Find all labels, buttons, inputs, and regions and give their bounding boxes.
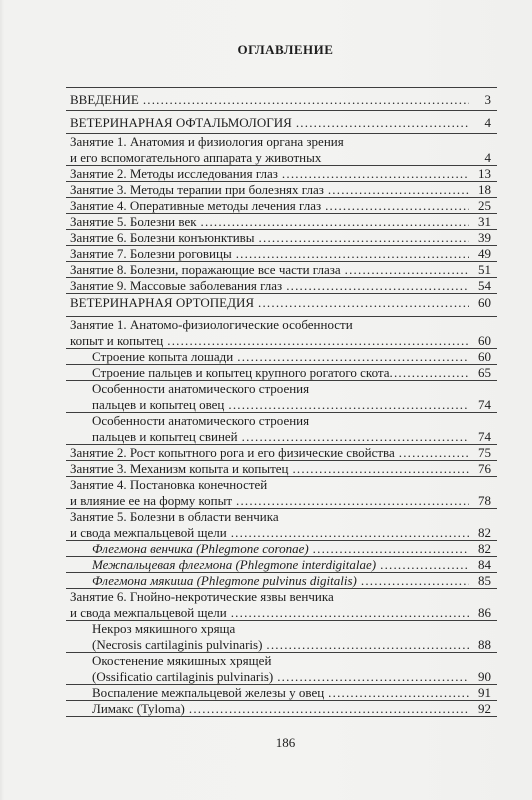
toc-page-number: 54 — [478, 278, 491, 293]
toc-entry-title: Занятие 2. Методы исследования глаз — [70, 166, 278, 181]
dot-leader — [380, 557, 469, 573]
toc-entry-title: Занятие 3. Методы терапии при болезнях глаз — [70, 182, 324, 197]
toc-page-number: 18 — [478, 182, 491, 197]
toc-page-number: 25 — [478, 198, 491, 213]
toc-page-number: 91 — [478, 685, 491, 700]
toc-entry — [66, 230, 497, 246]
dot-leader — [361, 573, 469, 589]
toc-entry — [66, 509, 497, 541]
toc-entry-line — [92, 381, 491, 397]
toc-entry-line — [70, 134, 491, 150]
toc-page-number: 90 — [478, 669, 491, 684]
toc-entry-line — [92, 541, 491, 557]
toc-entry-title-continued: и свода межпальцевой щели — [70, 525, 227, 540]
toc-entry-line — [70, 92, 491, 108]
toc-entry-line — [92, 621, 491, 637]
toc-entry-line — [70, 230, 491, 246]
toc-page-number: 82 — [478, 525, 491, 540]
toc-page-number: 82 — [478, 541, 491, 556]
toc-subentry — [66, 653, 497, 685]
toc-page-number: 4 — [484, 115, 491, 130]
toc-entry-line — [70, 525, 491, 541]
toc-entry-title: Строение копыта лошади — [92, 349, 234, 364]
dot-leader — [236, 493, 469, 509]
toc-entry-title: Занятие 4. Постановка конечностей — [70, 477, 268, 492]
toc-entry-title-continued: пальцев и копытец свиней — [92, 429, 238, 444]
toc-entry-line — [70, 182, 491, 198]
dot-leader — [231, 525, 469, 541]
toc-page-number: 74 — [478, 429, 491, 444]
toc-entry-title: Лимакс (Tyloma) — [92, 701, 185, 716]
toc-page-number: 60 — [478, 349, 491, 364]
toc-entry-line — [92, 365, 491, 381]
toc-subentry — [66, 413, 497, 445]
toc-entry-line — [70, 262, 491, 278]
dot-leader — [399, 445, 469, 461]
toc-entry — [66, 461, 497, 477]
toc-entry-line — [70, 461, 491, 477]
toc-page-number: 49 — [478, 246, 491, 261]
toc-entry-title: ВЕТЕРИНАРНАЯ ОРТОПЕДИЯ — [70, 295, 255, 310]
dot-leader — [236, 246, 469, 262]
toc-entry-line — [92, 637, 491, 653]
toc-entry-title: Строение пальцев и копытец крупного рогатого скота — [92, 365, 390, 380]
toc-entry-line — [92, 701, 491, 717]
toc-entry-line — [92, 557, 491, 573]
toc-page-number: 74 — [478, 397, 491, 412]
toc-entry-line — [70, 317, 491, 333]
toc-entry-line — [92, 653, 491, 669]
toc-entry-title: ВВЕДЕНИЕ — [70, 92, 139, 107]
toc-entry-line — [92, 349, 491, 365]
page-number: 186 — [275, 735, 296, 750]
toc-entry-line — [70, 214, 491, 230]
toc-entry-title-continued: (Necrosis cartilaginis pulvinaris) — [92, 637, 263, 652]
toc-entry-line — [92, 669, 491, 685]
toc-entry-title: Межпальцевая флегмона (Phlegmone interdigitalae) — [92, 557, 377, 572]
toc-page-number: 60 — [478, 295, 491, 310]
toc-page-number: 78 — [478, 493, 491, 508]
toc-entry-title-continued: копыт и копытец — [70, 333, 164, 348]
toc-entry-line — [70, 493, 491, 509]
toc-subentry — [66, 381, 497, 413]
toc-entry-line — [92, 397, 491, 413]
toc-entry-line — [70, 509, 491, 525]
dot-leader — [282, 166, 469, 182]
toc-subentry — [66, 573, 497, 589]
toc-page-number: 65 — [478, 365, 491, 380]
toc-entry-title: Занятие 3. Механизм копыта и копытец — [70, 461, 289, 476]
dot-leader — [228, 397, 469, 413]
toc-entry-line — [70, 166, 491, 182]
toc-entry-title: Занятие 6. Болезни конъюнктивы — [70, 230, 255, 245]
toc-entry-title: Особенности анатомического строения — [92, 413, 310, 428]
toc-subentry — [66, 685, 497, 701]
dot-leader — [231, 605, 469, 621]
toc-entry — [66, 88, 497, 111]
toc-entry — [66, 589, 497, 621]
toc-entry — [66, 134, 497, 166]
toc-entry-title: Занятие 1. Анатомия и физиология органа зрения — [70, 134, 344, 149]
toc-entry-title: ВЕТЕРИНАРНАЯ ОФТАЛЬМОЛОГИЯ — [70, 115, 292, 130]
toc-entry-line — [70, 605, 491, 621]
dot-leader — [167, 333, 469, 349]
toc-entry-line — [70, 445, 491, 461]
toc-entry-line — [70, 115, 491, 131]
toc-entry-title-continued: и свода межпальцевой щели — [70, 605, 227, 620]
toc-entry-line — [70, 477, 491, 493]
toc-page-number: 31 — [478, 214, 491, 229]
toc-entry-line — [70, 295, 491, 311]
toc-entry-title: Занятие 5. Болезни век — [70, 214, 197, 229]
toc-page-number: 13 — [478, 166, 491, 181]
dot-leader — [345, 262, 469, 278]
dot-leader — [328, 182, 469, 198]
toc-entry-line — [70, 150, 491, 166]
dot-leader — [296, 115, 469, 131]
toc-entry — [66, 445, 497, 461]
toc-entry-title: Флегмона венчика (Phlegmone coronae) — [92, 541, 309, 556]
dot-leader — [313, 541, 469, 557]
toc-entry-title: Занятие 2. Рост копытного рога и его физические свойства — [70, 445, 395, 460]
toc-page-number: 3 — [484, 92, 491, 107]
toc-entry-title: Окостенение мякишных хрящей — [92, 653, 272, 668]
dot-leader — [143, 92, 469, 108]
dot-leader — [266, 637, 469, 653]
table-of-contents — [66, 87, 497, 717]
toc-entry-line — [70, 198, 491, 214]
toc-page-number: 4 — [484, 150, 491, 165]
toc-entry-title: Некроз мякишного хряща — [92, 621, 236, 636]
dot-leader — [277, 669, 469, 685]
dot-leader — [286, 278, 469, 294]
dot-leader — [259, 230, 469, 246]
dot-leader — [258, 295, 469, 311]
toc-entry-line — [70, 246, 491, 262]
toc-entry-title: Занятие 8. Болезни, поражающие все части глаза — [70, 262, 341, 277]
toc-entry — [66, 262, 497, 278]
dot-leader — [201, 214, 469, 230]
toc-page-number: 92 — [478, 701, 491, 716]
toc-entry-title: Воспаление межпальцевой железы у овец — [92, 685, 325, 700]
toc-entry-title: Занятие 4. Оперативные методы лечения глаз — [70, 198, 322, 213]
toc-entry-line — [70, 278, 491, 294]
toc-entry-title-continued: и его вспомогательного аппарата у животных — [70, 150, 322, 165]
toc-entry-line — [92, 413, 491, 429]
toc-entry-line — [70, 589, 491, 605]
toc-subentry — [66, 365, 497, 381]
toc-entry-title: Занятие 5. Болезни в области венчика — [70, 509, 279, 524]
dot-leader — [237, 349, 469, 365]
toc-subentry — [66, 557, 497, 573]
toc-entry-line — [92, 573, 491, 589]
toc-page-number: 84 — [478, 557, 491, 572]
toc-entry — [66, 198, 497, 214]
toc-page-number: 51 — [478, 262, 491, 277]
dot-leader — [328, 685, 469, 701]
toc-entry — [66, 182, 497, 198]
dot-leader — [325, 198, 469, 214]
dot-leader — [292, 461, 469, 477]
toc-entry-line — [92, 685, 491, 701]
toc-entry-title: Занятие 7. Болезни роговицы — [70, 246, 232, 261]
toc-entry-title-continued: пальцев и копытец овец — [92, 397, 225, 412]
toc-entry — [66, 317, 497, 349]
toc-entry — [66, 294, 497, 317]
toc-subentry — [66, 541, 497, 557]
toc-entry-title: Флегмона мякиша (Phlegmone pulvinus digitalis) — [92, 573, 357, 588]
toc-entry — [66, 111, 497, 134]
toc-page-number: 39 — [478, 230, 491, 245]
toc-subentry — [66, 621, 497, 653]
toc-entry — [66, 246, 497, 262]
toc-page-number: 85 — [478, 573, 491, 588]
toc-entry-title: Занятие 9. Массовые заболевания глаз — [70, 278, 283, 293]
toc-entry — [66, 214, 497, 230]
toc-entry-title: Занятие 1. Анатомо-физиологические особенности — [70, 317, 353, 332]
toc-subentry — [66, 349, 497, 365]
toc-page-number: 88 — [478, 637, 491, 652]
toc-page-number: 60 — [478, 333, 491, 348]
page-title: ОГЛАВЛЕНИЕ — [237, 42, 334, 57]
toc-page-number: 76 — [478, 461, 491, 476]
dot-leader — [242, 429, 469, 445]
toc-entry-title-continued: и влияние ее на форму копыт — [70, 493, 233, 508]
toc-entry-title: Особенности анатомического строения — [92, 381, 310, 396]
toc-entry — [66, 477, 497, 509]
dot-leader — [390, 365, 469, 381]
toc-subentry — [66, 701, 497, 717]
toc-page-number: 75 — [478, 445, 491, 460]
dot-leader — [189, 701, 469, 717]
toc-entry-title-continued: (Ossificatio cartilaginis pulvinaris) — [92, 669, 274, 684]
toc-entry — [66, 166, 497, 182]
toc-entry-line — [92, 429, 491, 445]
toc-entry-title: Занятие 6. Гнойно-некротические язвы венчика — [70, 589, 334, 604]
toc-entry — [66, 278, 497, 294]
toc-entry-line — [70, 333, 491, 349]
toc-page-number: 86 — [478, 605, 491, 620]
